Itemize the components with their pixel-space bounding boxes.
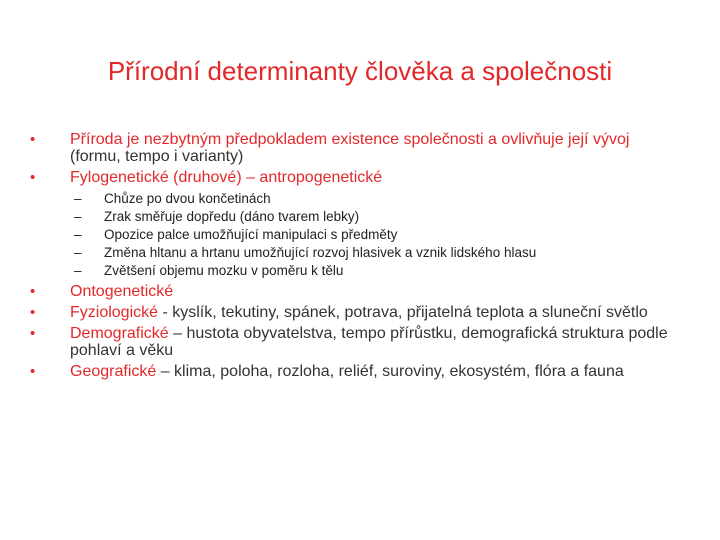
sub-item [30,190,680,208]
bullet-fyziologicke-rest: - kyslík, tekutiny, spánek, potrava, přijatelná teplota a sluneční světlo [158,304,648,321]
slide-title: Přírodní determinanty člověka a společnosti [107,56,613,86]
bullet-icon: • [30,325,36,342]
bullet-priroda [30,131,680,165]
bullet-icon: • [30,169,36,186]
bullet-ontogeneticke-text: Ontogenetické [70,283,174,300]
bullet-priroda-lead: Příroda je nezbytným předpokladem existence společnosti a ovlivňuje její [70,131,589,148]
bullet-demograficke [30,325,680,359]
fylogeneticke-sublist [30,190,680,280]
sub-item-text: Zrak směřuje dopředu (dáno tvarem lebky) [104,209,360,224]
bullet-fyziologicke [30,304,680,321]
bullet-geograficke-rest: – klima, poloha, rozloha, reliéf, suroviny, ekosystém, flóra a fauna [156,363,624,380]
sub-item-text: Zvětšení objemu mozku v poměru k tělu [104,263,344,278]
sub-item [30,244,680,262]
dash-icon: – [74,191,82,206]
bullet-ontogeneticke [30,283,680,300]
sub-item [30,208,680,226]
bullet-priroda-vyvoj: vývoj [592,131,630,148]
bullet-fylogeneticke-text: Fylogenetické (druhové) – antropogenetické [70,169,383,186]
sub-item [30,226,680,244]
bullet-icon: • [30,283,36,300]
bullet-geograficke [30,363,680,380]
dash-icon: – [74,227,82,242]
dash-icon: – [74,245,82,260]
bullet-fyziologicke-lead: Fyziologické [70,304,159,321]
sub-item [30,262,680,280]
bullet-geograficke-lead: Geografické [70,363,157,380]
bullet-icon: • [30,304,36,321]
bullet-fylogeneticke [30,169,680,186]
bullet-demograficke-rest: – hustota obyvatelstva, tempo přírůstku, demografická struktura podle pohlaví a věku [70,325,668,359]
dash-icon: – [74,209,82,224]
bullet-icon: • [30,131,36,148]
dash-icon: – [74,263,82,278]
bullet-list [30,131,680,384]
bullet-priroda-rest: (formu, tempo i varianty) [70,148,244,165]
sub-item-text: Opozice palce umožňující manipulaci s předměty [104,227,398,242]
bullet-icon: • [30,363,36,380]
sub-item-text: Chůze po dvou končetinách [104,191,271,206]
sub-item-text: Změna hltanu a hrtanu umožňující rozvoj hlasivek a vznik lidského hlasu [104,245,537,260]
bullet-demograficke-lead: Demografické [70,325,169,342]
